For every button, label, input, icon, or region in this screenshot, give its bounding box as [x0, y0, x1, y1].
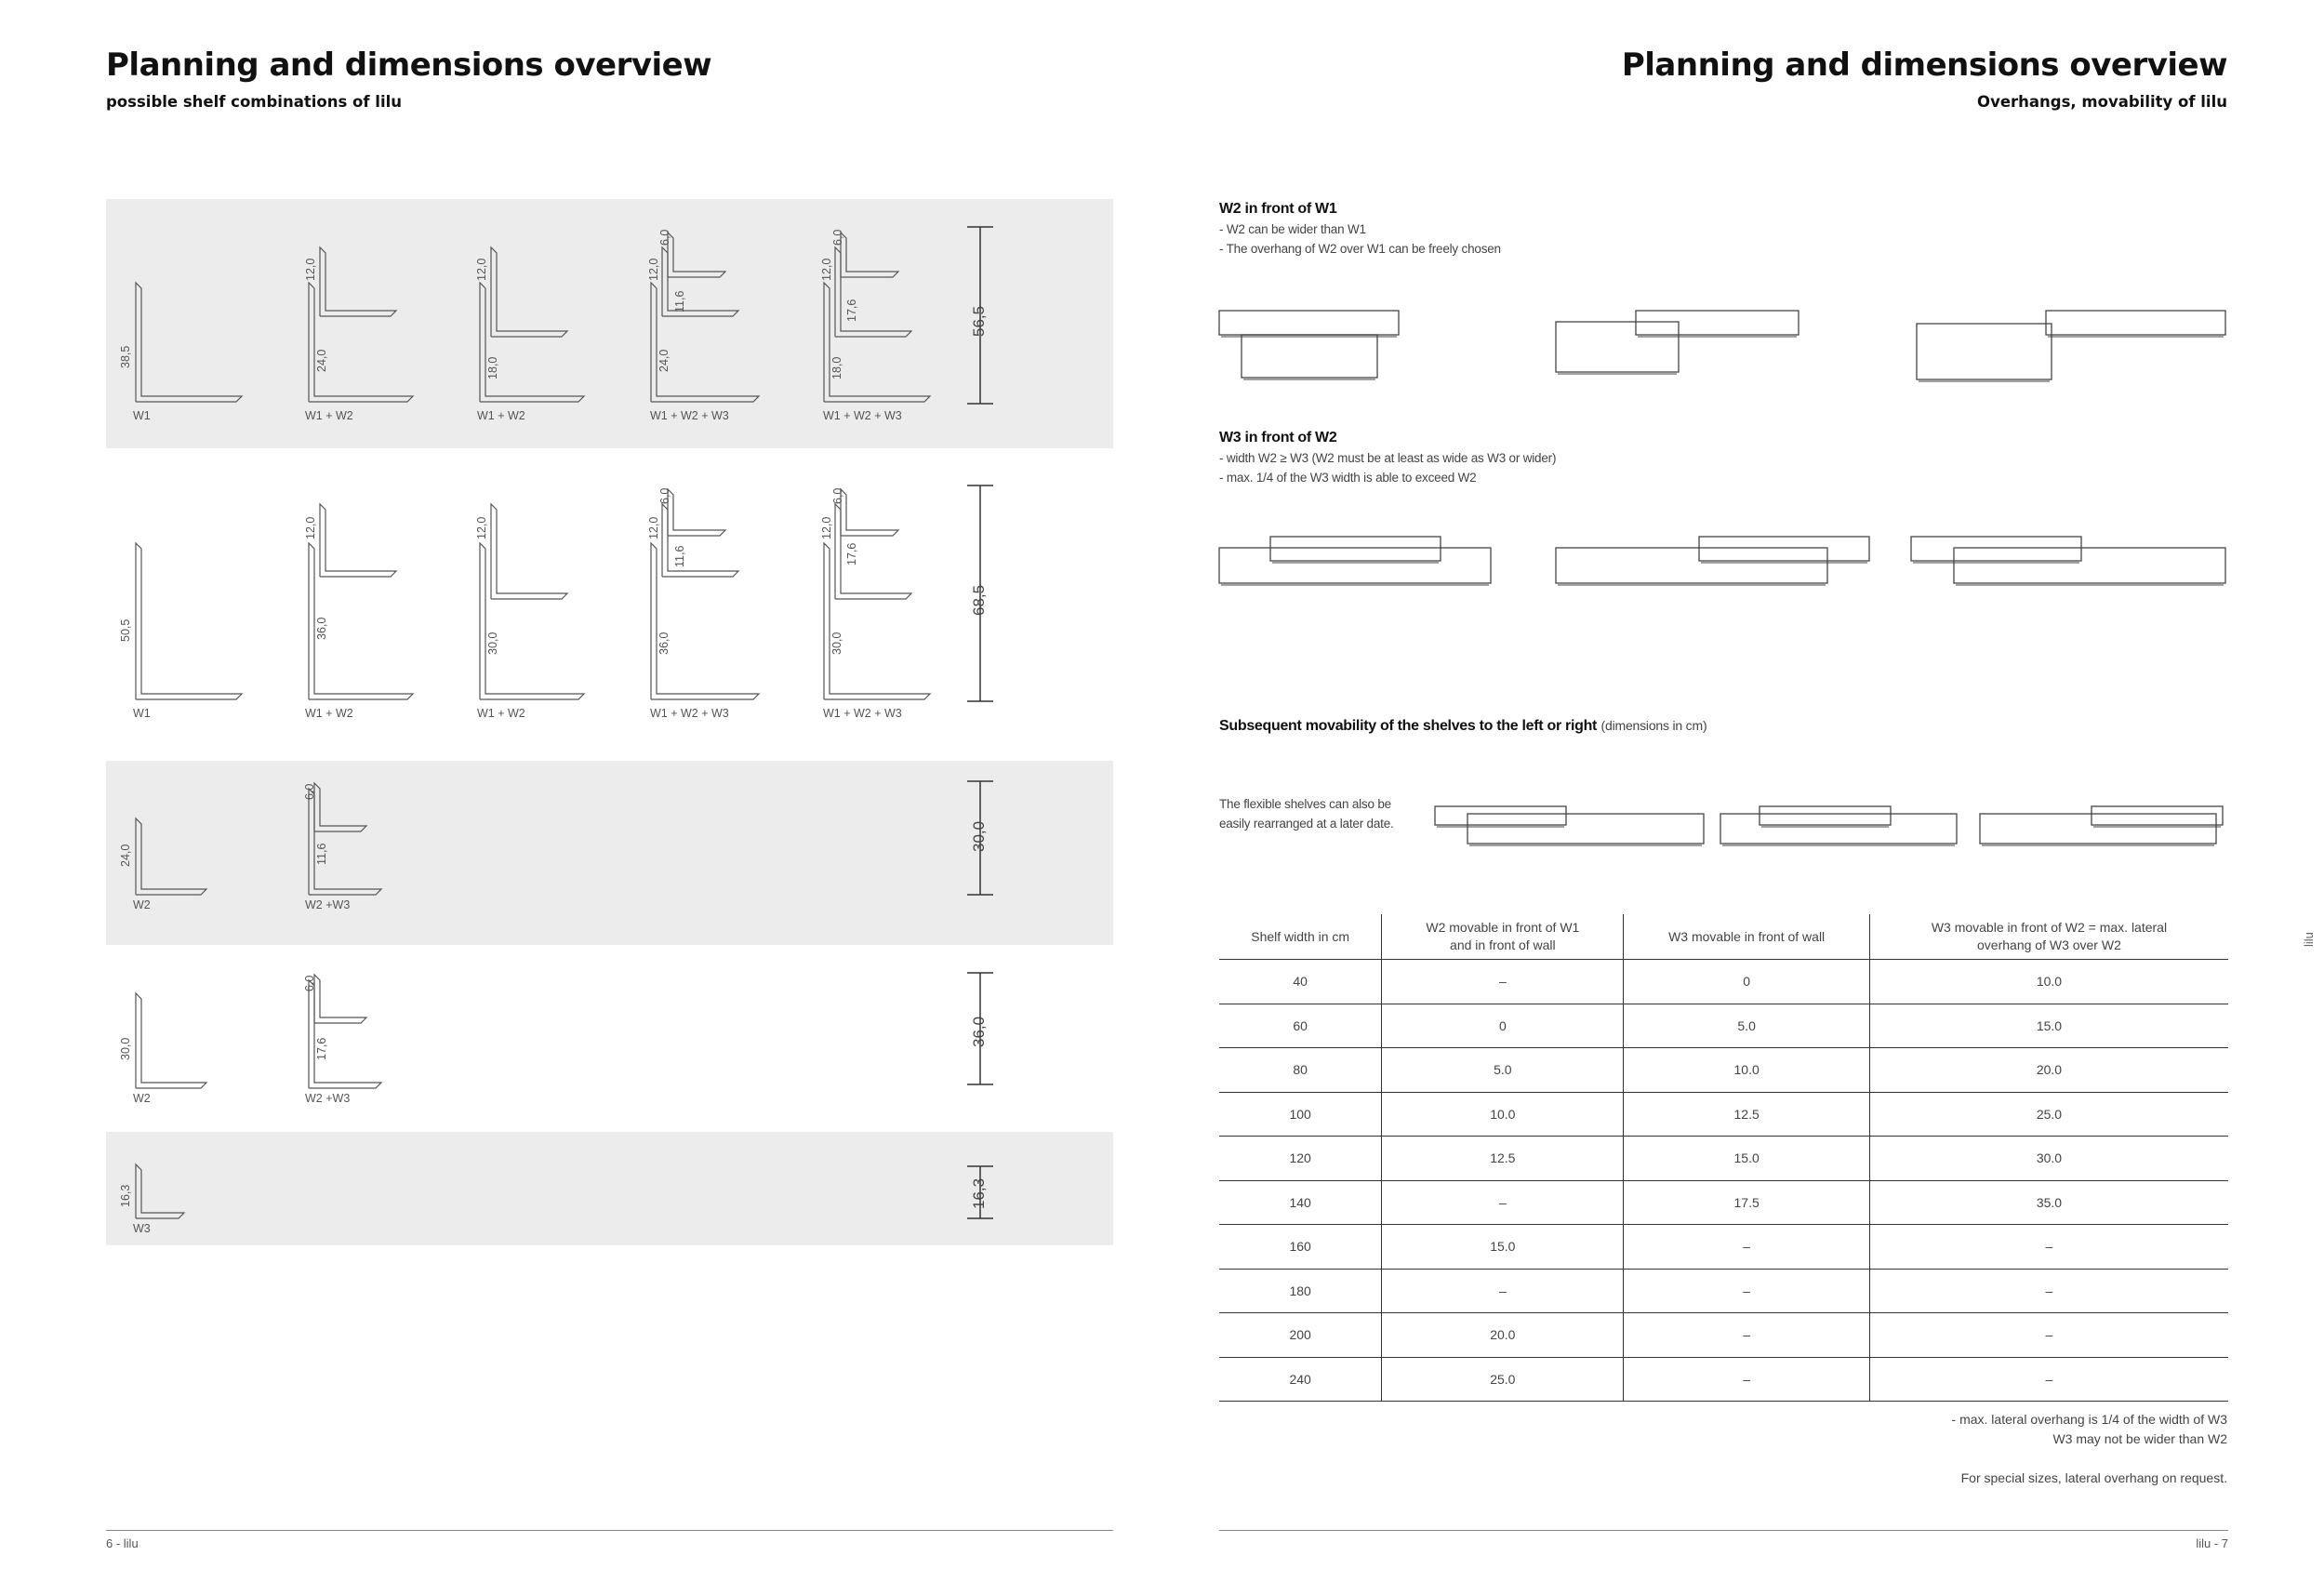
shelf-combo-label: W1: [133, 707, 151, 720]
table-cell: 25.0: [1382, 1357, 1624, 1402]
table-cell: 0: [1624, 960, 1870, 1004]
left-page-title: Planning and dimensions overview: [106, 47, 712, 84]
section-text-line: - width W2 ≥ W3 (W2 must be at least as wide as W3 or wider): [1219, 451, 1557, 465]
shelf-combo-label: W1 + W2: [305, 409, 353, 422]
table-cell: 35.0: [1869, 1180, 2228, 1225]
movability-text-line: easily rearranged at a later date.: [1219, 817, 1394, 831]
dim-label: 17,6: [845, 542, 858, 565]
table-row: [1219, 1137, 2228, 1181]
total-height-label: 36,0: [970, 1016, 988, 1047]
section-heading-movability: [1219, 716, 1706, 736]
row-2-shelf-drawings: [0, 465, 1116, 716]
dim-label: 17,6: [315, 1037, 328, 1060]
table-cell: 100: [1219, 1092, 1382, 1137]
movability-text-line: The flexible shelves can also be: [1219, 797, 1391, 811]
section-heading-w2-w1: W2 in front of W1: [1219, 201, 1337, 217]
right-page-footer: lilu - 7: [2196, 1536, 2228, 1550]
table-row: [1219, 1092, 2228, 1137]
right-page-subtitle: Overhangs, movability of lilu: [1977, 93, 2227, 111]
section-text-w2-w1: [1219, 219, 1501, 259]
table-cell: 140: [1219, 1180, 1382, 1225]
table-header: Shelf width in cm: [1219, 914, 1382, 960]
shelf-combo-label: W2 +W3: [305, 1092, 351, 1105]
table-row: [1219, 1004, 2228, 1048]
table-notes: [1952, 1410, 2227, 1488]
table-cell: 25.0: [1869, 1092, 2228, 1137]
dim-label: 12,0: [647, 258, 660, 281]
table-row: [1219, 1313, 2228, 1358]
table-cell: 160: [1219, 1225, 1382, 1270]
table-cell: 40: [1219, 960, 1382, 1004]
table-cell: 120: [1219, 1137, 1382, 1181]
note-line: - max. lateral overhang is 1/4 of the width of W3: [1951, 1412, 2227, 1427]
table-cell: 200: [1219, 1313, 1382, 1358]
table-cell: 5.0: [1382, 1048, 1624, 1093]
table-cell: –: [1624, 1357, 1870, 1402]
table-cell: –: [1624, 1269, 1870, 1313]
dim-label: 16,3: [119, 1184, 132, 1207]
total-height-label: 68,5: [970, 584, 988, 616]
table-cell: 10.0: [1869, 960, 2228, 1004]
table-cell: 15.0: [1624, 1137, 1870, 1181]
table-cell: 180: [1219, 1269, 1382, 1313]
table-cell: 5.0: [1624, 1004, 1870, 1048]
dim-label: 11,6: [673, 290, 686, 312]
table-cell: 17.5: [1624, 1180, 1870, 1225]
table-cell: 15.0: [1382, 1225, 1624, 1270]
section-text-line: - The overhang of W2 over W1 can be freely chosen: [1219, 242, 1501, 256]
table-cell: –: [1869, 1313, 2228, 1358]
dim-label: 12,0: [304, 258, 317, 281]
shelf-combo-label: W3: [133, 1222, 151, 1235]
shelf-combo-label: W1 + W2: [305, 707, 353, 720]
shelf-combo-label: W1 + W2: [477, 707, 525, 720]
table-cell: 60: [1219, 1004, 1382, 1048]
table-header: W2 movable in front of W1 and in front of wall: [1382, 914, 1624, 960]
row-1-shelf-drawings: [0, 0, 1116, 446]
shelf-combo-label: W1 + W2 + W3: [823, 409, 902, 422]
diagram-w2-in-front-of-w1: [1209, 298, 2232, 391]
table-cell: 12.5: [1624, 1092, 1870, 1137]
dim-label: 6,0: [658, 487, 671, 504]
table-cell: –: [1869, 1225, 2228, 1270]
movability-text: [1219, 794, 1394, 833]
table-cell: –: [1869, 1357, 2228, 1402]
section-text-w3-w2: [1219, 448, 1556, 487]
section-text-line: - W2 can be wider than W1: [1219, 222, 1366, 236]
table-row: [1219, 1225, 2228, 1270]
dim-label: 11,6: [315, 843, 328, 865]
table-cell: 80: [1219, 1048, 1382, 1093]
left-page-footer: 6 - lilu: [106, 1536, 139, 1550]
table-cell: 10.0: [1624, 1048, 1870, 1093]
dim-label: 30,0: [830, 632, 843, 655]
shelf-combo-label: W1: [133, 409, 151, 422]
dim-label: 18,0: [486, 356, 499, 379]
table-cell: –: [1624, 1313, 1870, 1358]
table-cell: –: [1382, 960, 1624, 1004]
shelf-combo-label: W1 + W2: [477, 409, 525, 422]
table-cell: 15.0: [1869, 1004, 2228, 1048]
dim-label: 30,0: [119, 1037, 132, 1060]
dim-label: 6,0: [303, 975, 316, 991]
dim-label: 38,5: [119, 345, 132, 368]
row-5-shelf-drawings: [0, 1153, 1116, 1228]
dim-label: 18,0: [830, 356, 843, 379]
dim-label: 50,5: [119, 618, 132, 642]
shelf-combo-label: W2 +W3: [305, 898, 351, 911]
right-footer-rule: [1219, 1530, 2228, 1531]
dim-label: 12,0: [304, 516, 317, 539]
note-line: W3 may not be wider than W2: [2052, 1431, 2227, 1446]
left-page-subtitle: possible shelf combinations of lilu: [106, 93, 403, 111]
shelf-combo-label: W1 + W2 + W3: [823, 707, 902, 720]
diagram-movability: [1423, 795, 2241, 851]
table-row: [1219, 1180, 2228, 1225]
note-line: For special sizes, lateral overhang on request.: [1960, 1470, 2227, 1485]
dim-label: 11,6: [673, 545, 686, 567]
table-row: [1219, 1269, 2228, 1313]
table-cell: 30.0: [1869, 1137, 2228, 1181]
table-row: [1219, 1048, 2228, 1093]
table-cell: –: [1382, 1180, 1624, 1225]
dim-label: 6,0: [831, 229, 844, 246]
table-cell: 0: [1382, 1004, 1624, 1048]
table-cell: 240: [1219, 1357, 1382, 1402]
dim-label: 6,0: [658, 229, 671, 246]
table-cell: 20.0: [1382, 1313, 1624, 1358]
section-heading-w3-w2: W3 in front of W2: [1219, 430, 1337, 445]
table-cell: 12.5: [1382, 1137, 1624, 1181]
table-cell: –: [1382, 1269, 1624, 1313]
table-header-row: [1219, 914, 2228, 960]
dim-label: 36,0: [657, 632, 671, 655]
dim-label: 12,0: [475, 258, 488, 281]
movability-table: [1219, 914, 2228, 1402]
movability-heading: Subsequent movability of the shelves to the left or right: [1219, 718, 1598, 734]
table-header: W3 movable in front of wall: [1624, 914, 1870, 960]
dim-label: 6,0: [831, 487, 844, 504]
row-3-shelf-drawings: [0, 763, 1116, 949]
dim-label: 12,0: [820, 516, 833, 539]
shelf-combo-label: W1 + W2 + W3: [650, 409, 729, 422]
dim-label: 6,0: [303, 783, 316, 800]
table-header: W3 movable in front of W2 = max. lateral overhang of W3 over W2: [1869, 914, 2228, 960]
total-height-label: 16,3: [970, 1177, 988, 1209]
row-4-shelf-drawings: [0, 958, 1116, 1125]
shelf-combo-label: W2: [133, 898, 151, 911]
table-cell: 10.0: [1382, 1092, 1624, 1137]
dim-label: 12,0: [647, 516, 660, 539]
total-height-label: 30,0: [970, 820, 988, 852]
shelf-combo-label: W1 + W2 + W3: [650, 707, 729, 720]
movability-heading-note: (dimensions in cm): [1600, 718, 1707, 733]
table-cell: –: [1869, 1269, 2228, 1313]
shelf-combo-label: W2: [133, 1092, 151, 1105]
dim-label: 30,0: [486, 632, 499, 655]
side-tab-label: lilu: [2302, 932, 2316, 947]
dim-label: 17,6: [845, 299, 858, 322]
left-footer-rule: [106, 1530, 1113, 1531]
table-row: [1219, 960, 2228, 1004]
right-page-title: Planning and dimensions overview: [1621, 47, 2227, 84]
dim-label: 24,0: [657, 349, 671, 372]
dim-label: 24,0: [119, 844, 132, 867]
total-height-label: 56,5: [970, 305, 988, 337]
dim-label: 36,0: [315, 617, 328, 640]
diagram-w3-in-front-of-w2: [1209, 525, 2232, 600]
table-row: [1219, 1357, 2228, 1402]
table-cell: 20.0: [1869, 1048, 2228, 1093]
dim-label: 24,0: [315, 349, 328, 372]
section-text-line: - max. 1/4 of the W3 width is able to exceed W2: [1219, 471, 1477, 485]
dim-label: 12,0: [475, 516, 488, 539]
dim-label: 12,0: [820, 258, 833, 281]
table-cell: –: [1624, 1225, 1870, 1270]
